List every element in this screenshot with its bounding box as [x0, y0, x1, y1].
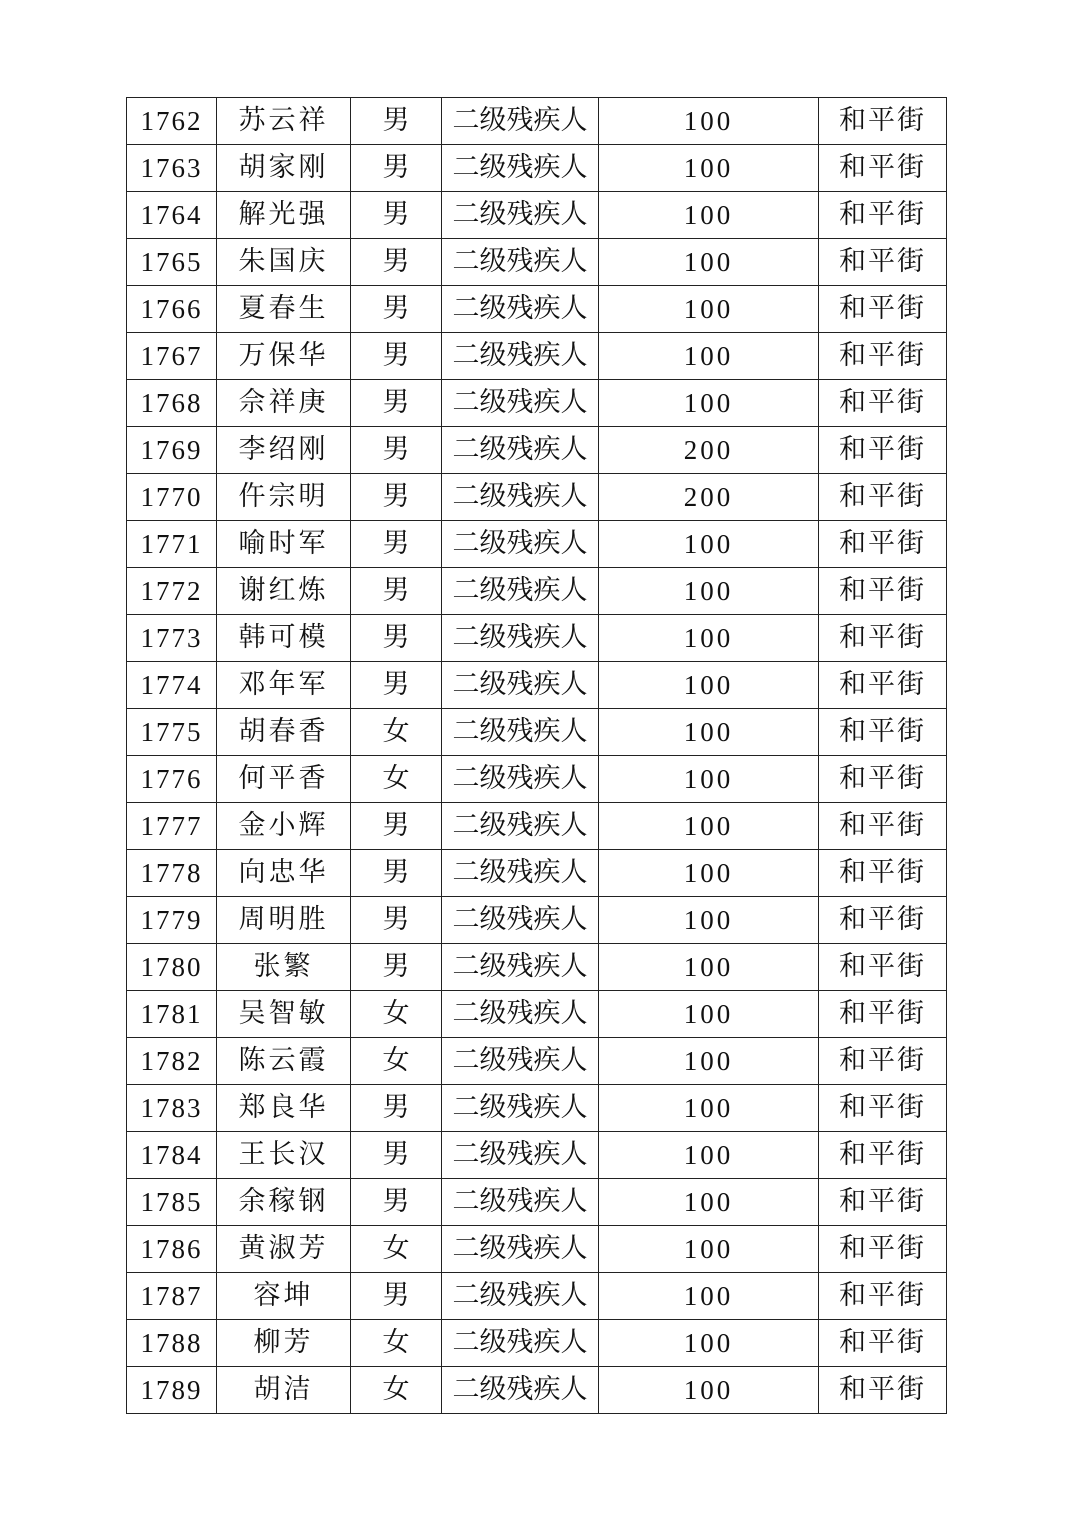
category-cell: 二级残疾人 — [442, 380, 599, 427]
place-cell: 和平街 — [819, 380, 947, 427]
gender-cell: 男 — [351, 897, 442, 944]
place-cell: 和平街 — [819, 897, 947, 944]
table-row — [127, 286, 947, 333]
row-number-cell: 1763 — [127, 145, 217, 192]
gender-cell: 男 — [351, 1273, 442, 1320]
gender-cell: 男 — [351, 286, 442, 333]
name-cell: 李绍刚 — [217, 427, 351, 474]
category-cell: 二级残疾人 — [442, 145, 599, 192]
place-cell: 和平街 — [819, 1038, 947, 1085]
place-cell: 和平街 — [819, 474, 947, 521]
place-cell: 和平街 — [819, 991, 947, 1038]
place-cell: 和平街 — [819, 756, 947, 803]
place-cell: 和平街 — [819, 1320, 947, 1367]
gender-cell: 女 — [351, 1367, 442, 1414]
category-cell: 二级残疾人 — [442, 615, 599, 662]
table-row — [127, 1320, 947, 1367]
category-cell: 二级残疾人 — [442, 1320, 599, 1367]
amount-cell: 100 — [599, 568, 819, 615]
row-number-cell: 1780 — [127, 944, 217, 991]
name-cell: 谢红炼 — [217, 568, 351, 615]
name-cell: 胡家刚 — [217, 145, 351, 192]
amount-cell: 100 — [599, 1320, 819, 1367]
category-cell: 二级残疾人 — [442, 1085, 599, 1132]
category-cell: 二级残疾人 — [442, 1273, 599, 1320]
category-cell: 二级残疾人 — [442, 1038, 599, 1085]
table-row — [127, 427, 947, 474]
place-cell: 和平街 — [819, 1132, 947, 1179]
amount-cell: 100 — [599, 1367, 819, 1414]
table-row — [127, 662, 947, 709]
amount-cell: 100 — [599, 709, 819, 756]
category-cell: 二级残疾人 — [442, 286, 599, 333]
name-cell: 何平香 — [217, 756, 351, 803]
row-number-cell: 1785 — [127, 1179, 217, 1226]
table-row — [127, 1085, 947, 1132]
amount-cell: 100 — [599, 1179, 819, 1226]
place-cell: 和平街 — [819, 803, 947, 850]
table-row — [127, 897, 947, 944]
row-number-cell: 1769 — [127, 427, 217, 474]
place-cell: 和平街 — [819, 944, 947, 991]
place-cell: 和平街 — [819, 1226, 947, 1273]
row-number-cell: 1767 — [127, 333, 217, 380]
gender-cell: 男 — [351, 1132, 442, 1179]
amount-cell: 100 — [599, 1226, 819, 1273]
amount-cell: 100 — [599, 192, 819, 239]
row-number-cell: 1768 — [127, 380, 217, 427]
table-row — [127, 145, 947, 192]
row-number-cell: 1775 — [127, 709, 217, 756]
table-row — [127, 1179, 947, 1226]
place-cell: 和平街 — [819, 98, 947, 145]
category-cell: 二级残疾人 — [442, 803, 599, 850]
name-cell: 陈云霞 — [217, 1038, 351, 1085]
table-row — [127, 709, 947, 756]
category-cell: 二级残疾人 — [442, 427, 599, 474]
table-row — [127, 98, 947, 145]
place-cell: 和平街 — [819, 145, 947, 192]
amount-cell: 100 — [599, 991, 819, 1038]
table-row — [127, 803, 947, 850]
category-cell: 二级残疾人 — [442, 192, 599, 239]
name-cell: 王长汉 — [217, 1132, 351, 1179]
place-cell: 和平街 — [819, 1085, 947, 1132]
amount-cell: 100 — [599, 239, 819, 286]
row-number-cell: 1765 — [127, 239, 217, 286]
row-number-cell: 1783 — [127, 1085, 217, 1132]
place-cell: 和平街 — [819, 286, 947, 333]
place-cell: 和平街 — [819, 333, 947, 380]
gender-cell: 男 — [351, 568, 442, 615]
name-cell: 胡春香 — [217, 709, 351, 756]
table-row — [127, 521, 947, 568]
table-row — [127, 615, 947, 662]
gender-cell: 男 — [351, 474, 442, 521]
category-cell: 二级残疾人 — [442, 568, 599, 615]
gender-cell: 男 — [351, 239, 442, 286]
place-cell: 和平街 — [819, 615, 947, 662]
place-cell: 和平街 — [819, 662, 947, 709]
place-cell: 和平街 — [819, 568, 947, 615]
table-row — [127, 474, 947, 521]
amount-cell: 100 — [599, 98, 819, 145]
amount-cell: 100 — [599, 521, 819, 568]
row-number-cell: 1762 — [127, 98, 217, 145]
row-number-cell: 1777 — [127, 803, 217, 850]
gender-cell: 男 — [351, 333, 442, 380]
table-row — [127, 1367, 947, 1414]
gender-cell: 男 — [351, 1179, 442, 1226]
gender-cell: 女 — [351, 756, 442, 803]
name-cell: 余稼钢 — [217, 1179, 351, 1226]
row-number-cell: 1766 — [127, 286, 217, 333]
name-cell: 张繁 — [217, 944, 351, 991]
amount-cell: 100 — [599, 1085, 819, 1132]
amount-cell: 100 — [599, 803, 819, 850]
gender-cell: 男 — [351, 1085, 442, 1132]
category-cell: 二级残疾人 — [442, 991, 599, 1038]
amount-cell: 200 — [599, 427, 819, 474]
table-row — [127, 1273, 947, 1320]
gender-cell: 男 — [351, 662, 442, 709]
name-cell: 佘祥庚 — [217, 380, 351, 427]
place-cell: 和平街 — [819, 192, 947, 239]
place-cell: 和平街 — [819, 850, 947, 897]
table-row — [127, 944, 947, 991]
row-number-cell: 1784 — [127, 1132, 217, 1179]
amount-cell: 100 — [599, 944, 819, 991]
row-number-cell: 1778 — [127, 850, 217, 897]
amount-cell: 100 — [599, 380, 819, 427]
category-cell: 二级残疾人 — [442, 709, 599, 756]
amount-cell: 100 — [599, 286, 819, 333]
table-row — [127, 380, 947, 427]
row-number-cell: 1779 — [127, 897, 217, 944]
gender-cell: 女 — [351, 709, 442, 756]
row-number-cell: 1786 — [127, 1226, 217, 1273]
category-cell: 二级残疾人 — [442, 98, 599, 145]
roster-table — [126, 97, 947, 1414]
place-cell: 和平街 — [819, 239, 947, 286]
place-cell: 和平街 — [819, 427, 947, 474]
name-cell: 郑良华 — [217, 1085, 351, 1132]
name-cell: 喻时军 — [217, 521, 351, 568]
name-cell: 容坤 — [217, 1273, 351, 1320]
table-row — [127, 1226, 947, 1273]
row-number-cell: 1787 — [127, 1273, 217, 1320]
row-number-cell: 1770 — [127, 474, 217, 521]
place-cell: 和平街 — [819, 1179, 947, 1226]
category-cell: 二级残疾人 — [442, 1132, 599, 1179]
table-row — [127, 333, 947, 380]
category-cell: 二级残疾人 — [442, 239, 599, 286]
place-cell: 和平街 — [819, 521, 947, 568]
category-cell: 二级残疾人 — [442, 850, 599, 897]
amount-cell: 100 — [599, 1132, 819, 1179]
gender-cell: 男 — [351, 380, 442, 427]
name-cell: 金小辉 — [217, 803, 351, 850]
amount-cell: 100 — [599, 333, 819, 380]
row-number-cell: 1773 — [127, 615, 217, 662]
name-cell: 夏春生 — [217, 286, 351, 333]
category-cell: 二级残疾人 — [442, 944, 599, 991]
table-row — [127, 568, 947, 615]
category-cell: 二级残疾人 — [442, 1226, 599, 1273]
name-cell: 苏云祥 — [217, 98, 351, 145]
place-cell: 和平街 — [819, 709, 947, 756]
table-row — [127, 1132, 947, 1179]
name-cell: 胡洁 — [217, 1367, 351, 1414]
roster-table-body — [127, 98, 947, 1414]
gender-cell: 男 — [351, 803, 442, 850]
row-number-cell: 1782 — [127, 1038, 217, 1085]
name-cell: 解光强 — [217, 192, 351, 239]
gender-cell: 男 — [351, 145, 442, 192]
name-cell: 柳芳 — [217, 1320, 351, 1367]
table-row — [127, 756, 947, 803]
category-cell: 二级残疾人 — [442, 1179, 599, 1226]
category-cell: 二级残疾人 — [442, 333, 599, 380]
amount-cell: 100 — [599, 1038, 819, 1085]
gender-cell: 男 — [351, 98, 442, 145]
amount-cell: 100 — [599, 897, 819, 944]
name-cell: 朱国庆 — [217, 239, 351, 286]
name-cell: 万保华 — [217, 333, 351, 380]
row-number-cell: 1789 — [127, 1367, 217, 1414]
gender-cell: 男 — [351, 615, 442, 662]
name-cell: 黄淑芳 — [217, 1226, 351, 1273]
name-cell: 周明胜 — [217, 897, 351, 944]
table-row — [127, 1038, 947, 1085]
amount-cell: 100 — [599, 1273, 819, 1320]
row-number-cell: 1772 — [127, 568, 217, 615]
row-number-cell: 1781 — [127, 991, 217, 1038]
row-number-cell: 1776 — [127, 756, 217, 803]
name-cell: 向忠华 — [217, 850, 351, 897]
gender-cell: 男 — [351, 427, 442, 474]
amount-cell: 100 — [599, 756, 819, 803]
row-number-cell: 1788 — [127, 1320, 217, 1367]
table-row — [127, 239, 947, 286]
table-row — [127, 991, 947, 1038]
place-cell: 和平街 — [819, 1367, 947, 1414]
gender-cell: 男 — [351, 521, 442, 568]
gender-cell: 男 — [351, 850, 442, 897]
row-number-cell: 1764 — [127, 192, 217, 239]
amount-cell: 100 — [599, 615, 819, 662]
name-cell: 仵宗明 — [217, 474, 351, 521]
table-row — [127, 850, 947, 897]
gender-cell: 女 — [351, 1320, 442, 1367]
category-cell: 二级残疾人 — [442, 756, 599, 803]
amount-cell: 100 — [599, 145, 819, 192]
name-cell: 邓年军 — [217, 662, 351, 709]
name-cell: 吴智敏 — [217, 991, 351, 1038]
category-cell: 二级残疾人 — [442, 1367, 599, 1414]
place-cell: 和平街 — [819, 1273, 947, 1320]
row-number-cell: 1771 — [127, 521, 217, 568]
amount-cell: 100 — [599, 662, 819, 709]
gender-cell: 女 — [351, 1038, 442, 1085]
row-number-cell: 1774 — [127, 662, 217, 709]
gender-cell: 男 — [351, 944, 442, 991]
category-cell: 二级残疾人 — [442, 521, 599, 568]
category-cell: 二级残疾人 — [442, 662, 599, 709]
gender-cell: 女 — [351, 1226, 442, 1273]
category-cell: 二级残疾人 — [442, 474, 599, 521]
amount-cell: 200 — [599, 474, 819, 521]
gender-cell: 男 — [351, 192, 442, 239]
amount-cell: 100 — [599, 850, 819, 897]
table-row — [127, 192, 947, 239]
gender-cell: 女 — [351, 991, 442, 1038]
name-cell: 韩可模 — [217, 615, 351, 662]
category-cell: 二级残疾人 — [442, 897, 599, 944]
